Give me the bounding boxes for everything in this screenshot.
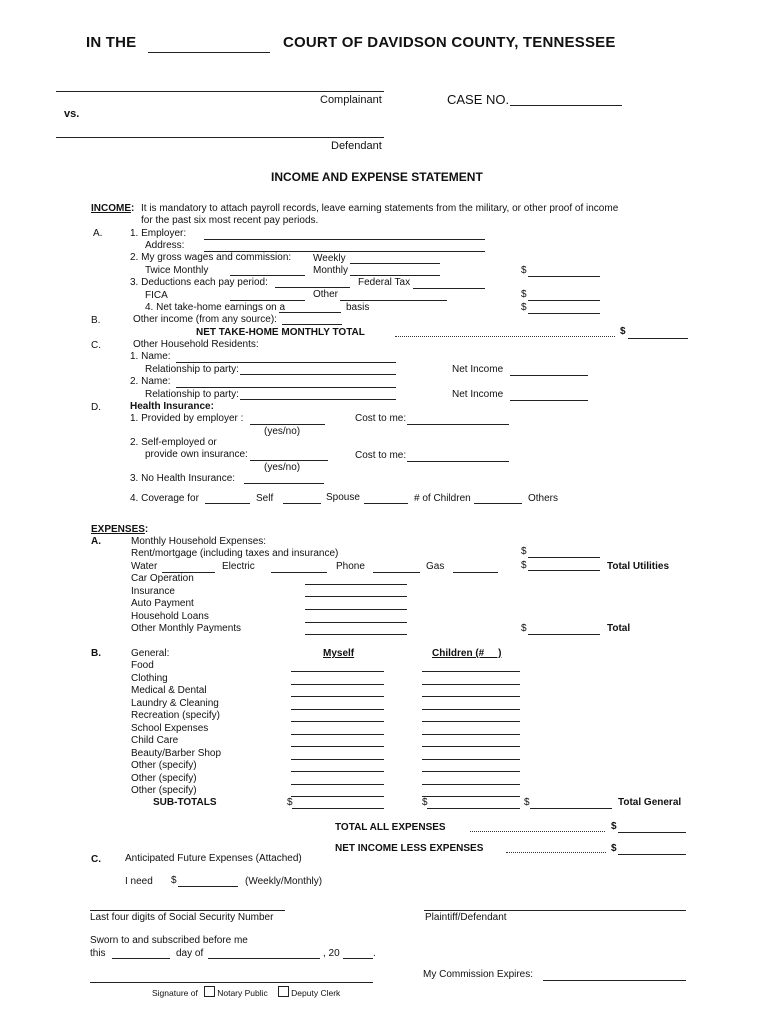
weekly-label: Weekly	[313, 253, 346, 264]
other-income-field[interactable]	[282, 324, 342, 325]
water-label: Water	[131, 561, 158, 572]
employer-cost-label: Cost to me:	[355, 413, 407, 424]
defendant-label: Defendant	[331, 140, 382, 152]
net-monthly-dollar-sign: $	[620, 326, 626, 337]
notary-public-checkbox[interactable]	[204, 986, 215, 997]
car-operation-label: Car Operation	[131, 573, 194, 584]
monthly-total-label: Total	[607, 623, 631, 634]
general-item-children-field[interactable]	[422, 746, 520, 747]
resident-1-net-income-label: Net Income	[452, 364, 504, 375]
general-item-label: Other (specify)	[131, 772, 197, 784]
rent-dollar-sign: $	[521, 546, 527, 557]
resident-1-name-label: 1. Name:	[130, 351, 171, 362]
anticipated-label: Anticipated Future Expenses (Attached)	[125, 853, 302, 864]
federal-tax-label: Federal Tax	[358, 277, 411, 288]
coverage-self-label: Self	[256, 493, 274, 504]
coverage-for-label: 4. Coverage for	[130, 493, 199, 504]
no-health-insurance-field[interactable]	[244, 483, 324, 484]
car-operation-field[interactable]	[305, 584, 407, 585]
monthly-label: Monthly	[313, 265, 349, 276]
general-item-children-field[interactable]	[422, 721, 520, 722]
general-item-label: Medical & Dental	[131, 685, 207, 696]
income-d-marker: D.	[91, 402, 101, 413]
gross-wages-label: 2. My gross wages and commission:	[130, 252, 292, 263]
i-need-label: I need	[125, 876, 153, 887]
expenses-section-label: EXPENSES:	[91, 524, 149, 535]
gas-field[interactable]	[453, 572, 498, 573]
other-income-label: Other income (from any source):	[133, 314, 277, 325]
employer-label: 1. Employer:	[130, 228, 187, 239]
expenses-c-marker: C.	[91, 854, 101, 865]
subtotal-myself-dollar-sign: $	[287, 797, 293, 808]
electric-label: Electric	[222, 561, 255, 572]
net-monthly-total-label: NET TAKE-HOME MONTHLY TOTAL	[196, 327, 365, 338]
court-name-field[interactable]	[148, 52, 270, 53]
employer-field[interactable]	[204, 239, 485, 240]
weekly-monthly-label: (Weekly/Monthly)	[245, 876, 323, 887]
monthly-total-dollar-sign: $	[521, 623, 527, 634]
fica-field[interactable]	[230, 300, 305, 301]
general-item-myself-field[interactable]	[291, 784, 384, 785]
net-take-home-field[interactable]	[528, 313, 600, 314]
year-field[interactable]	[343, 958, 373, 959]
deductions-label: 3. Deductions each pay period:	[130, 277, 268, 288]
general-item-myself-field[interactable]	[291, 671, 384, 672]
general-item-children-field[interactable]	[422, 696, 520, 697]
commission-expires-label: My Commission Expires:	[423, 969, 534, 980]
general-item-myself-field[interactable]	[291, 796, 384, 797]
general-item-label: Food	[131, 660, 154, 671]
coverage-children-label: # of Children	[414, 493, 471, 504]
deduction-other-field[interactable]	[340, 300, 447, 301]
total-general-label: Total General	[618, 797, 682, 808]
general-item-label: School Expenses	[131, 722, 209, 734]
general-item-myself-field[interactable]	[291, 746, 384, 747]
general-item-myself-field[interactable]	[291, 709, 384, 710]
total-all-dollar-sign: $	[611, 821, 617, 832]
coverage-spouse-label: Spouse	[326, 492, 360, 503]
basis-label: basis	[346, 302, 370, 313]
deductions-dollar-sign: $	[521, 289, 527, 300]
own-insurance-label: provide own insurance:	[145, 449, 248, 460]
day-field[interactable]	[112, 958, 170, 959]
general-item-myself-field[interactable]	[291, 759, 384, 760]
sworn-label: Sworn to and subscribed before me	[90, 935, 248, 946]
general-item-label: Other (specify)	[131, 785, 197, 796]
resident-1-net-income-field[interactable]	[510, 375, 588, 376]
general-item-label: Laundry & Cleaning	[131, 697, 219, 709]
own-insurance-cost-field[interactable]	[407, 461, 509, 462]
signature-field[interactable]	[424, 910, 686, 911]
own-insurance-yes-no-hint: (yes/no)	[264, 462, 301, 473]
general-item-children-field[interactable]	[422, 759, 520, 760]
net-less-dollar-sign: $	[611, 843, 617, 854]
other-monthly-field[interactable]	[305, 634, 407, 635]
court-heading-in-the: IN THE	[86, 34, 137, 51]
employer-yes-no-hint: (yes/no)	[264, 426, 301, 437]
household-loans-field[interactable]	[305, 622, 407, 623]
federal-tax-field[interactable]	[413, 288, 485, 289]
defendant-field[interactable]	[56, 137, 384, 138]
total-all-expenses-label: TOTAL ALL EXPENSES	[335, 822, 446, 833]
provided-by-employer-label: 1. Provided by employer :	[130, 413, 244, 424]
plaintiff-defendant-label: Plaintiff/Defendant	[425, 912, 507, 923]
monthly-total-field[interactable]	[528, 634, 600, 635]
year-period: .	[373, 948, 376, 959]
coverage-others-field[interactable]	[474, 503, 522, 504]
expenses-a-marker: A.	[91, 536, 101, 547]
utilities-dollar-sign: $	[521, 560, 527, 571]
health-insurance-label: Health Insurance:	[130, 401, 214, 412]
general-item-label: Child Care	[131, 735, 179, 746]
monthly-field[interactable]	[350, 275, 440, 276]
subtotal-children-field[interactable]	[427, 808, 520, 809]
resident-1-relationship-field[interactable]	[240, 374, 396, 375]
self-employed-label: 2. Self-employed or	[130, 437, 217, 448]
deductions-total-field[interactable]	[528, 300, 600, 301]
general-item-children-field[interactable]	[422, 771, 520, 772]
coverage-others-label: Others	[528, 493, 559, 504]
resident-2-net-income-field[interactable]	[510, 400, 588, 401]
household-loans-label: Household Loans	[131, 611, 209, 622]
net-take-home-label: 4. Net take-home earnings on a	[145, 302, 286, 313]
income-section-label: INCOME:	[91, 203, 135, 214]
complainant-field[interactable]	[56, 91, 384, 92]
deputy-clerk-checkbox[interactable]	[278, 986, 289, 997]
income-c-marker: C.	[91, 340, 101, 351]
general-item-children-field[interactable]	[422, 709, 520, 710]
total-utilities-label: Total Utilities	[607, 561, 670, 572]
net-take-home-dollar-sign: $	[521, 302, 527, 313]
net-basis-field[interactable]	[279, 312, 341, 313]
case-no-label: CASE NO.	[447, 92, 510, 107]
resident-2-relationship-field[interactable]	[240, 399, 396, 400]
subtotal-myself-field[interactable]	[292, 808, 384, 809]
deputy-clerk-label: Deputy Clerk	[291, 988, 341, 998]
resident-1-relationship-label: Relationship to party:	[145, 364, 239, 375]
subtotal-children-dollar-sign: $	[422, 797, 428, 808]
total-general-field[interactable]	[530, 808, 612, 809]
income-notice-line-2: for the past six most recent pay periods.	[141, 215, 319, 226]
employer-cost-field[interactable]	[407, 424, 509, 425]
i-need-field[interactable]	[178, 886, 238, 887]
monthly-household-label: Monthly Household Expenses:	[131, 536, 267, 547]
resident-2-name-label: 2. Name:	[130, 376, 171, 387]
general-item-label: Other (specify)	[131, 760, 197, 771]
resident-2-relationship-label: Relationship to party:	[145, 389, 239, 400]
general-item-myself-field[interactable]	[291, 734, 384, 735]
income-b-marker: B.	[91, 315, 101, 326]
this-label: this	[90, 948, 106, 959]
general-item-children-field[interactable]	[422, 734, 520, 735]
signature-of-label: Signature of	[152, 988, 198, 998]
case-no-field[interactable]	[510, 105, 622, 106]
general-item-myself-field[interactable]	[291, 696, 384, 697]
net-monthly-total-field[interactable]	[628, 338, 688, 339]
signature-of-row	[152, 986, 340, 999]
own-insurance-field[interactable]	[250, 460, 328, 461]
insurance-field[interactable]	[305, 596, 407, 597]
resident-2-name-field[interactable]	[176, 387, 396, 388]
address-label: Address:	[145, 240, 185, 251]
gross-dollar-sign: $	[521, 265, 527, 276]
twice-monthly-field[interactable]	[230, 275, 305, 276]
net-income-less-expenses-label: NET INCOME LESS EXPENSES	[335, 843, 484, 854]
notary-signature-field[interactable]	[90, 982, 373, 983]
auto-payment-field[interactable]	[305, 609, 407, 610]
general-item-myself-field[interactable]	[291, 684, 384, 685]
resident-1-name-field[interactable]	[176, 362, 396, 363]
provided-by-employer-field[interactable]	[250, 424, 325, 425]
i-need-dollar-sign: $	[171, 875, 177, 886]
net-monthly-leader	[395, 336, 615, 337]
rent-field[interactable]	[528, 557, 600, 558]
income-a-marker: A.	[93, 228, 103, 239]
general-item-label: Clothing	[131, 672, 168, 684]
general-item-children-field[interactable]	[422, 784, 520, 785]
general-item-label: Recreation (specify)	[131, 710, 220, 721]
fica-label: FICA	[145, 290, 168, 301]
auto-payment-label: Auto Payment	[131, 598, 194, 609]
weekly-field[interactable]	[350, 263, 440, 264]
general-label: General:	[131, 648, 170, 659]
other-residents-label: Other Household Residents:	[133, 339, 259, 350]
other-monthly-label: Other Monthly Payments	[131, 623, 242, 634]
total-general-dollar-sign: $	[524, 797, 530, 808]
deduction-other-label: Other	[313, 289, 339, 300]
vs-label: vs.	[64, 108, 80, 120]
own-insurance-cost-label: Cost to me:	[355, 450, 407, 461]
coverage-self-field[interactable]	[205, 503, 250, 504]
income-notice-line-1: It is mandatory to attach payroll records, leave earning statements from the military, or other proof of income	[141, 203, 619, 214]
general-item-myself-field[interactable]	[291, 771, 384, 772]
phone-label: Phone	[336, 561, 365, 572]
commission-expires-field[interactable]	[543, 980, 686, 981]
subtotals-label: SUB-TOTALS	[153, 797, 217, 808]
children-column-header: Children (# )	[432, 648, 502, 659]
net-less-leader	[506, 852, 606, 853]
total-all-expenses-field[interactable]	[618, 832, 686, 833]
gas-label: Gas	[426, 561, 445, 572]
month-field[interactable]	[208, 958, 320, 959]
coverage-spouse-field[interactable]	[283, 503, 321, 504]
insurance-label: Insurance	[131, 586, 175, 597]
general-item-myself-field[interactable]	[291, 721, 384, 722]
general-item-label: Beauty/Barber Shop	[131, 747, 222, 759]
day-of-label: day of	[176, 948, 204, 959]
phone-field[interactable]	[373, 572, 420, 573]
ssn-field[interactable]	[90, 910, 285, 911]
resident-2-net-income-label: Net Income	[452, 389, 504, 400]
form-title: INCOME AND EXPENSE STATEMENT	[271, 170, 483, 184]
general-item-children-field[interactable]	[422, 671, 520, 672]
general-item-children-field[interactable]	[422, 796, 520, 797]
gross-total-field[interactable]	[528, 276, 600, 277]
electric-field[interactable]	[271, 572, 327, 573]
general-item-children-field[interactable]	[422, 684, 520, 685]
rent-label: Rent/mortgage (including taxes and insurance)	[131, 548, 339, 559]
notary-public-label: Notary Public	[217, 988, 268, 998]
total-all-leader	[470, 831, 605, 832]
ssn-label: Last four digits of Social Security Number	[90, 912, 274, 923]
year-prefix-label: , 20	[323, 948, 340, 959]
deductions-field[interactable]	[275, 287, 350, 288]
total-utilities-field[interactable]	[528, 570, 600, 571]
net-income-less-expenses-field[interactable]	[618, 854, 686, 855]
twice-monthly-label: Twice Monthly	[145, 265, 209, 276]
court-heading: COURT OF DAVIDSON COUNTY, TENNESSEE	[283, 34, 616, 51]
myself-column-header: Myself	[323, 648, 355, 659]
complainant-label: Complainant	[320, 94, 382, 106]
no-health-insurance-label: 3. No Health Insurance:	[130, 473, 236, 484]
expenses-b-marker: B.	[91, 648, 101, 659]
coverage-children-field[interactable]	[364, 503, 408, 504]
